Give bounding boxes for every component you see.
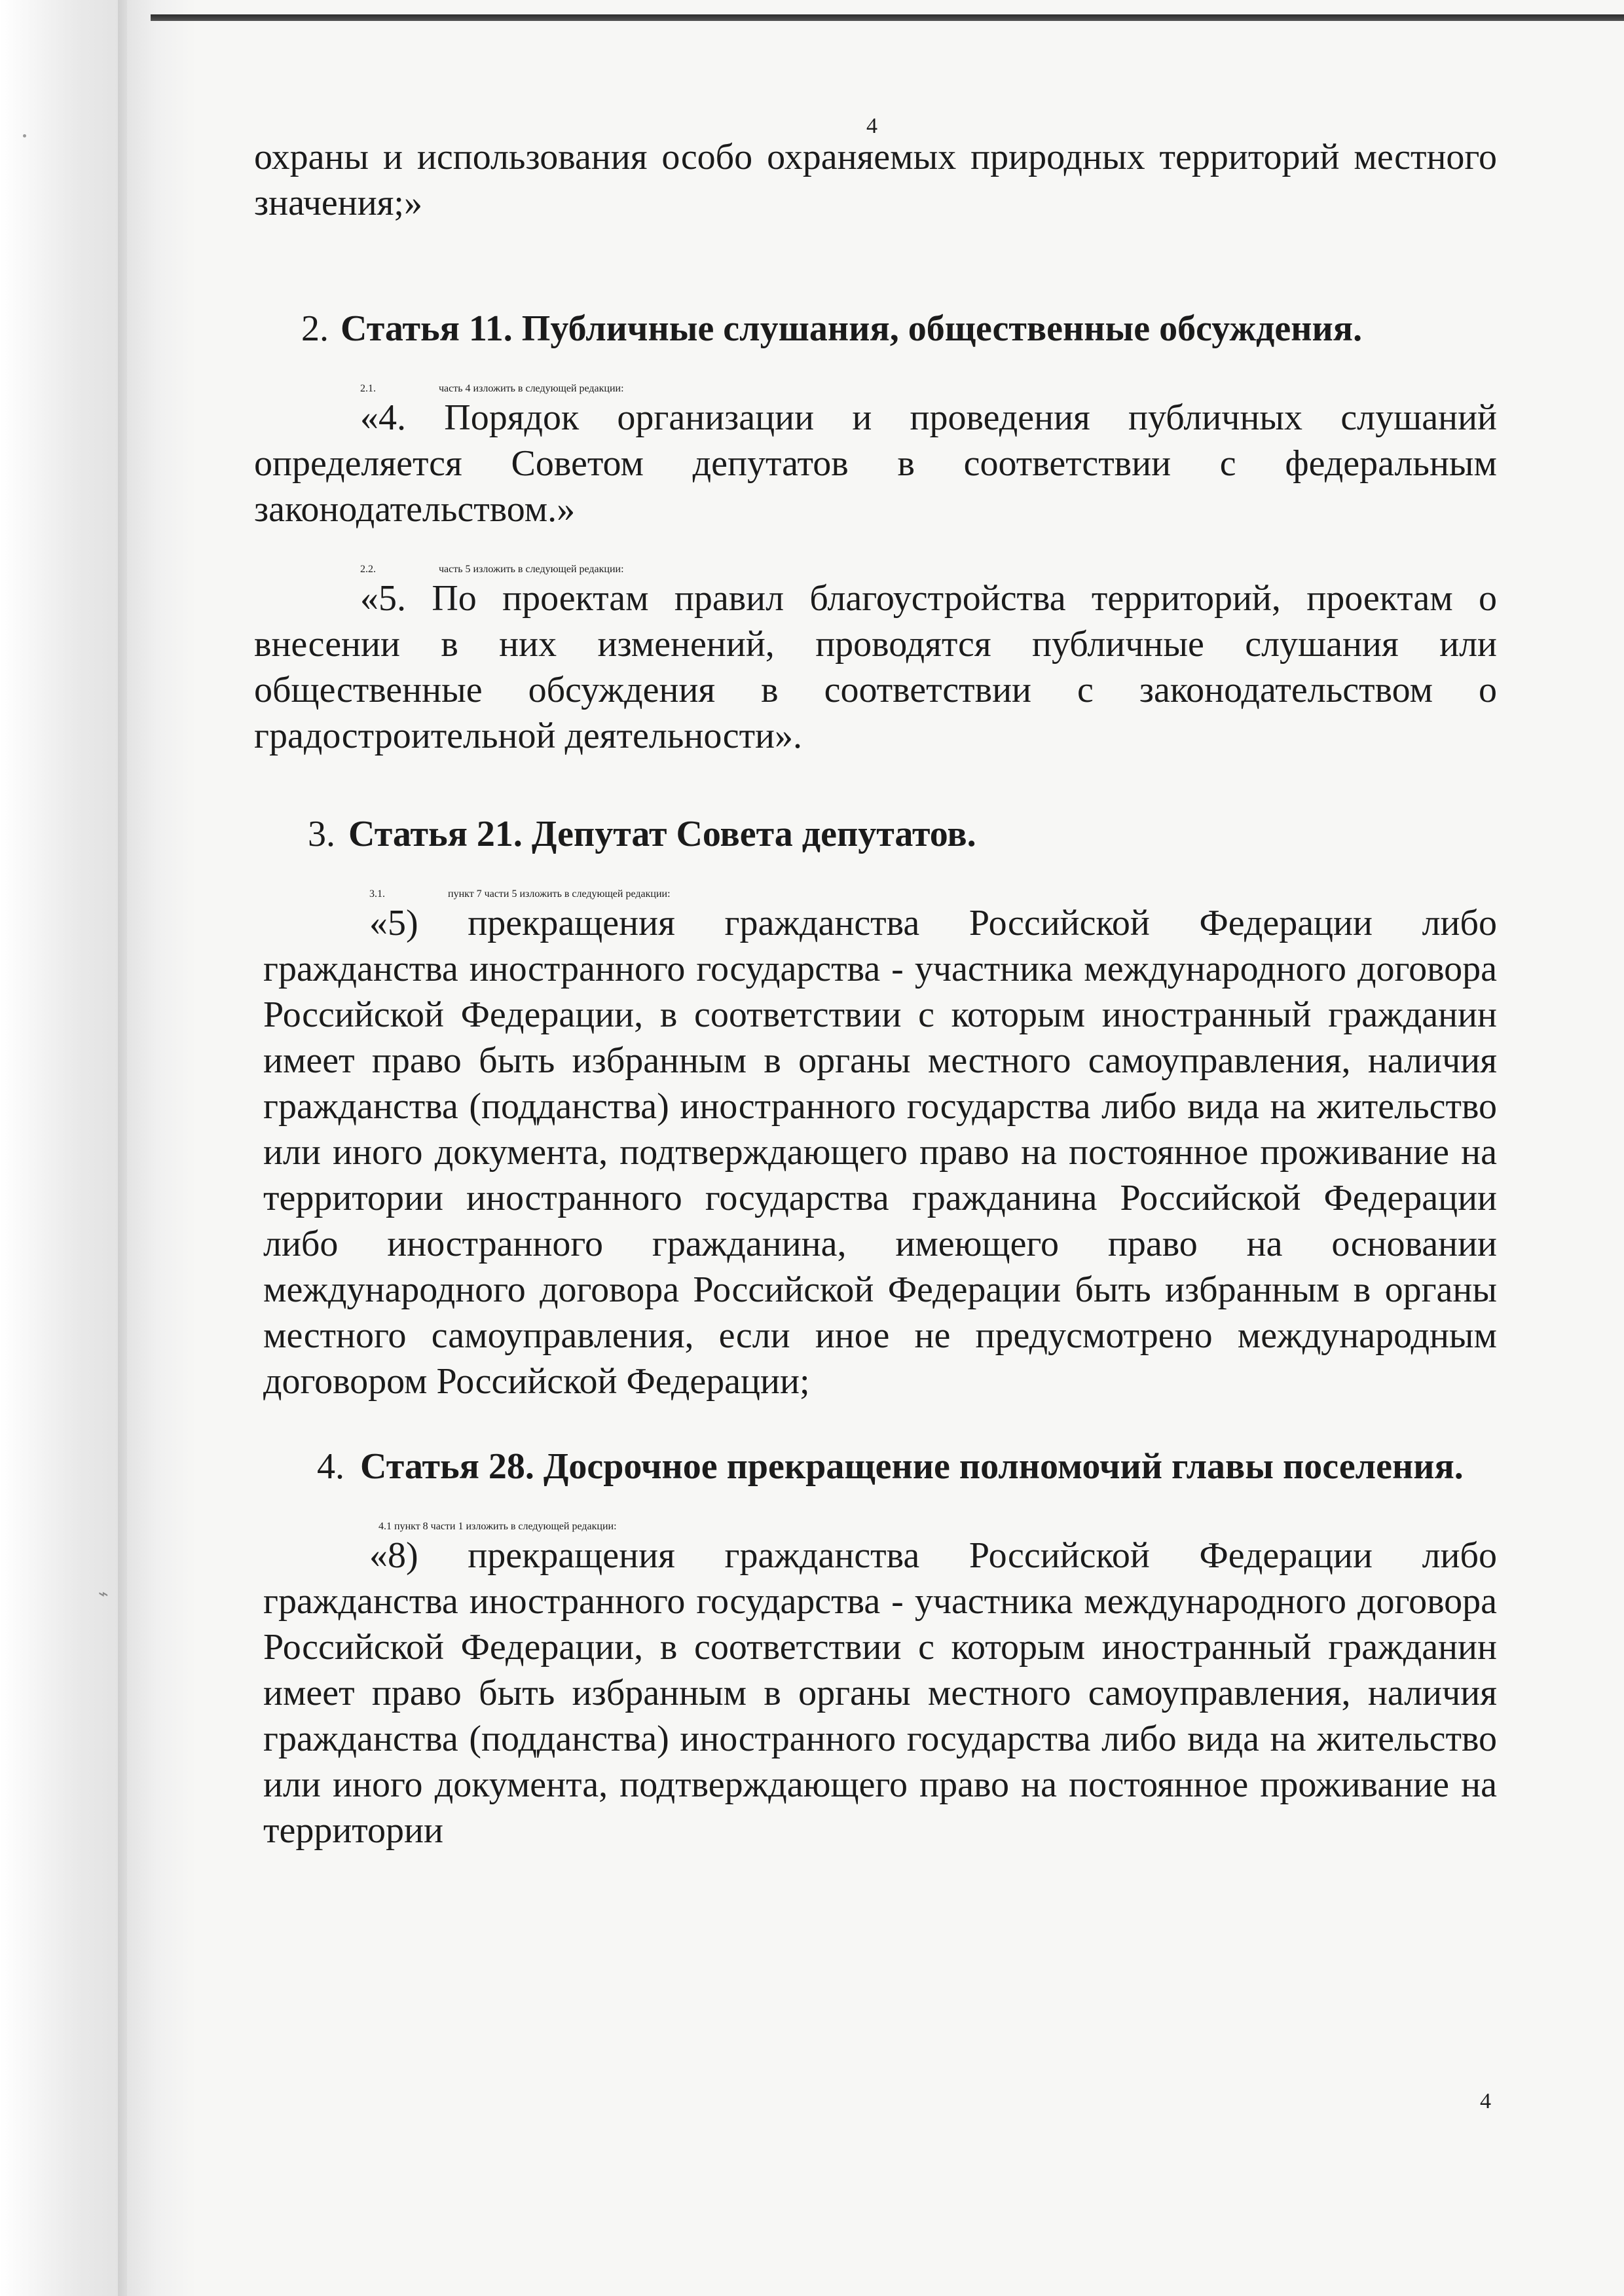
section-number: 4. [317, 1446, 344, 1487]
item-text: «5) прекращения гражданства Российской Федерации либо гражданства иностранного государства - участника международного договора Российской Федерации, в соответствии с которым иностранный гражданин имеет право быть избранным в органы местного самоуправления, наличия гражданства (подданства) иностранного государства либо вида на жительство или иного документа, подтверждающего право на постоянное проживание на территории иностранного государства гражданина Российской Федерации либо иностранного гражданина, имеющего право на основании международного договора Российской Федерации быть избранным в органы местного самоуправления, если иное не предусмотрено международным договором Российской Федерации; [263, 903, 1497, 1402]
section-title: Статья 28. Досрочное прекращение полномочий главы поселения. [360, 1446, 1464, 1487]
continuation-paragraph: охраны и использования особо охраняемых природных территорий местного значения;» [254, 137, 1497, 223]
item-instruction-text: пункт 8 части 1 изложить в следующей редакции: [394, 1521, 617, 1532]
section-heading [301, 306, 1497, 352]
item-instruction-text: часть 4 изложить в следующей редакции: [439, 383, 624, 394]
document-body [254, 134, 1497, 1853]
item-instruction [360, 564, 1497, 575]
scan-speck [23, 134, 26, 137]
section-heading [317, 1444, 1497, 1489]
scan-top-edge [151, 14, 1624, 21]
item-instruction-text: пункт 7 части 5 изложить в следующей редакции: [448, 888, 671, 900]
scan-fold-line [118, 0, 127, 2296]
header-page-number: 4 [866, 114, 877, 138]
item-text: «5. По проектам правил благоустройства территорий, проектам о внесении в них изменений, проводятся публичные слушания или общественные обсуждения в соответствии с законодательством о градостроительной деятельности». [254, 578, 1497, 756]
item-text: «8) прекращения гражданства Российской Федерации либо гражданства иностранного государства - участника международного договора Российской Федерации, в соответствии с которым иностранный гражданин имеет право быть избранным в органы местного самоуправления, наличия гражданства (подданства) иностранного государства либо вида на жительство или иного документа, подтверждающего право на постоянное проживание на территории [263, 1535, 1497, 1851]
section-number: 3. [308, 814, 335, 854]
item-instruction [378, 1521, 1497, 1533]
section-title: Статья 11. Публичные слушания, общественные обсуждения. [341, 308, 1363, 349]
section-heading [308, 811, 1497, 857]
item-number: 2.2. [360, 564, 376, 575]
item-number: 3.1. [369, 888, 385, 900]
item-number: 2.1. [360, 383, 376, 394]
footer-page-number: 4 [1480, 2089, 1491, 2113]
section-number: 2. [301, 308, 329, 349]
item-instruction [360, 383, 1497, 395]
item-instruction [369, 888, 1497, 900]
item-number: 4.1 [378, 1521, 392, 1532]
scan-spine-shadow [0, 0, 196, 2296]
section-title: Статья 21. Депутат Совета депутатов. [348, 814, 976, 854]
item-instruction-text: часть 5 изложить в следующей редакции: [439, 564, 624, 575]
staple-mark: ⌁ [98, 1584, 109, 1604]
item-text: «4. Порядок организации и проведения публичных слушаний определяется Советом депутатов в соответствии с федеральным законодательством.» [254, 397, 1497, 530]
